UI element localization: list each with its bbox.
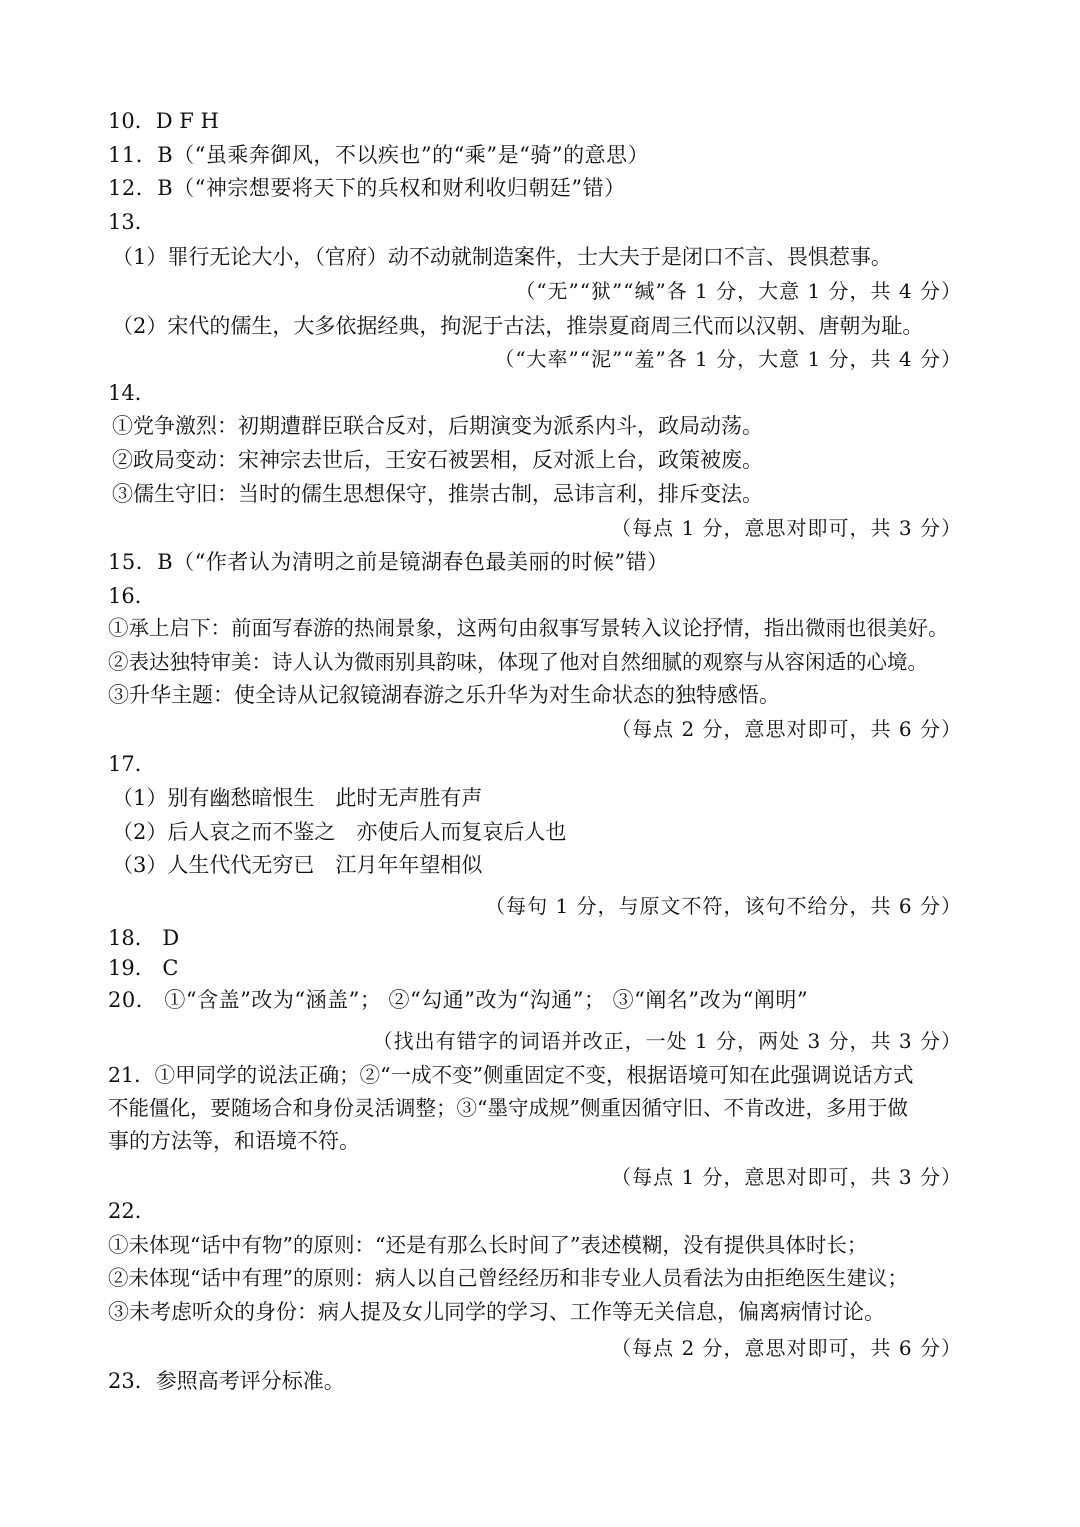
answer-23: 23．参照高考评分标准。 <box>108 1369 345 1393</box>
scoring-17: （每句 1 分，与原文不符，该句不给分，共 6 分） <box>485 894 962 918</box>
scoring-13-2: （“大率”“泥”“羞”各 1 分，大意 1 分，共 4 分） <box>494 347 962 371</box>
answer-15: 15．B（“作者认为清明之前是镜湖春色最美丽的时候”错） <box>108 550 669 574</box>
answer-13-2: （2）宋代的儒生，大多依据经典，拘泥于古法，推崇夏商周三代而以汉朝、唐朝为耻。 <box>112 314 924 338</box>
answer-10: 10．D F H <box>108 109 219 133</box>
answer-16-point-1: ①承上启下：前面写春游的热闹景象，这两句由叙事写景转入议论抒情，指出微雨也很美好。 <box>108 616 949 640</box>
answer-16-point-3: ③升华主题：使全诗从记叙镜湖春游之乐升华为对生命状态的独特感悟。 <box>108 683 780 707</box>
answer-14-point-3: ③儒生守旧：当时的儒生思想保守，推崇古制，忌讳言利，排斥变法。 <box>112 482 763 506</box>
scoring-14: （每点 1 分，意思对即可，共 3 分） <box>611 516 962 540</box>
scoring-20: （找出有错字的词语并改正，一处 1 分，两处 3 分，共 3 分） <box>372 1029 962 1053</box>
answer-22-point-1: ①未体现“话中有物”的原则：“还是有那么长时间了”表述模糊，没有提供具体时长； <box>108 1233 868 1257</box>
question-16-header: 16． <box>108 584 156 608</box>
question-22-header: 22． <box>108 1199 156 1223</box>
scoring-13-1: （“无”“狱”“缄”各 1 分，大意 1 分，共 4 分） <box>515 279 962 303</box>
answer-21-line-1: 21．①甲同学的说法正确；②“一成不变”侧重固定不变，根据语境可知在此强调说话方式 <box>108 1063 914 1087</box>
answer-19: 19． C <box>108 956 179 980</box>
answer-11: 11．B（“虽乘奔御风，不以疾也”的“乘”是“骑”的意思） <box>108 143 650 167</box>
answer-17-2: （2）后人哀之而不鉴之 亦使后人而复哀后人也 <box>112 820 567 844</box>
answer-13-1: （1）罪行无论大小，（官府）动不动就制造案件，士大夫于是闭口不言、畏惧惹事。 <box>112 245 892 269</box>
question-17-header: 17． <box>108 752 156 776</box>
question-14-header: 14． <box>108 381 156 405</box>
answer-22-point-3: ③未考虑听众的身份：病人提及女儿同学的学习、工作等无关信息，偏离病情讨论。 <box>108 1300 885 1324</box>
answer-12: 12．B（“神宗想要将天下的兵权和财利收归朝廷”错） <box>108 176 626 200</box>
scoring-21: （每点 1 分，意思对即可，共 3 分） <box>611 1165 962 1189</box>
answer-21-line-3: 事的方法等，和语境不符。 <box>108 1129 360 1153</box>
answer-18: 18． D <box>108 926 180 950</box>
answer-16-point-2: ②表达独特审美：诗人认为微雨别具韵味，体现了他对自然细腻的观察与从容闲适的心境。 <box>108 650 928 674</box>
answer-20: 20． ①“含盖”改为“涵盖”； ②“勾通”改为“沟通”； ③“阐名”改为“阐明” <box>108 988 809 1012</box>
answer-14-point-1: ①党争激烈：初期遭群臣联合反对，后期演变为派系内斗，政局动荡。 <box>112 414 763 438</box>
scoring-16: （每点 2 分，意思对即可，共 6 分） <box>611 717 962 741</box>
answer-17-3: （3）人生代代无穷已 江月年年望相似 <box>112 853 483 877</box>
question-13-header: 13． <box>108 210 156 234</box>
answer-21-line-2: 不能僵化，要随场合和身份灵活调整；③“墨守成规”侧重因循守旧、不肯改进，多用于做 <box>108 1096 908 1120</box>
answer-17-1: （1）别有幽愁暗恨生 此时无声胜有声 <box>112 786 483 810</box>
answer-14-point-2: ②政局变动：宋神宗去世后，王安石被罢相，反对派上台，政策被废。 <box>112 448 763 472</box>
scoring-22: （每点 2 分，意思对即可，共 6 分） <box>611 1336 962 1360</box>
answer-22-point-2: ②未体现“话中有理”的原则：病人以自己曾经经历和非专业人员看法为由拒绝医生建议； <box>108 1266 908 1290</box>
